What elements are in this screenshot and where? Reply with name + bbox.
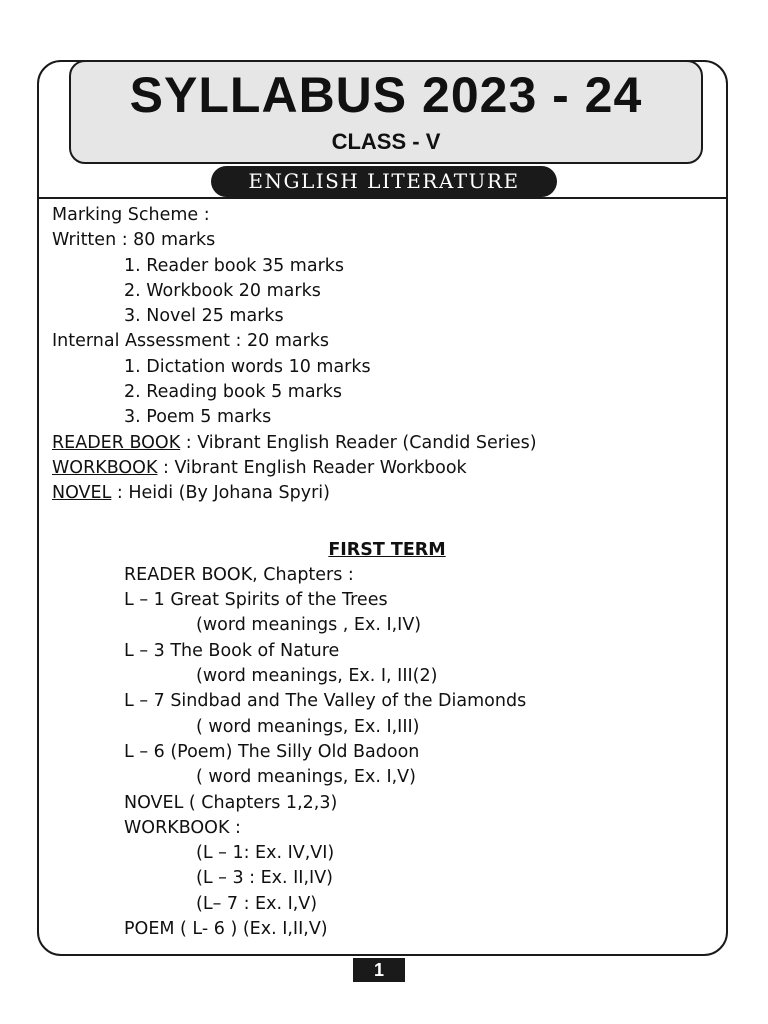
written-marks: Written : 80 marks xyxy=(52,230,216,251)
novel-chapters: NOVEL ( Chapters 1,2,3) xyxy=(124,792,338,813)
chapter-title: L – 7 Sindbad and The Valley of the Diamonds xyxy=(124,691,527,712)
page-title: SYLLABUS 2023 - 24 xyxy=(129,67,643,123)
workbook-text: : Vibrant English Reader Workbook xyxy=(157,457,467,478)
workbook-heading: WORKBOOK : xyxy=(124,817,241,838)
spacer xyxy=(52,507,722,538)
syllabus-content xyxy=(52,203,722,942)
list-item: 2. Reading book 5 marks xyxy=(124,382,342,403)
chapter-detail: ( word meanings, Ex. I,V) xyxy=(196,767,416,788)
chapter-title: L – 6 (Poem) The Silly Old Badoon xyxy=(124,741,420,762)
reader-chapters-heading: READER BOOK, Chapters : xyxy=(124,564,354,585)
chapter-detail: (word meanings , Ex. I,IV) xyxy=(196,615,422,636)
reader-book-text: : Vibrant English Reader (Candid Series) xyxy=(180,432,537,453)
novel-line xyxy=(52,481,722,506)
chapter-title: L – 3 The Book of Nature xyxy=(124,640,340,661)
reader-book-label: READER BOOK xyxy=(52,432,181,453)
workbook-item: (L – 3 : Ex. II,IV) xyxy=(196,868,333,889)
list-item: 1. Dictation words 10 marks xyxy=(124,356,371,377)
subject-badge: ENGLISH LITERATURE xyxy=(211,166,557,197)
first-term-heading: FIRST TERM xyxy=(328,539,446,560)
novel-label: NOVEL xyxy=(52,483,112,504)
header-divider xyxy=(37,197,728,199)
workbook-label: WORKBOOK xyxy=(52,457,158,478)
list-item: 3. Poem 5 marks xyxy=(124,407,272,428)
chapter-detail: (word meanings, Ex. I, III(2) xyxy=(196,666,438,687)
workbook-line xyxy=(52,456,722,481)
workbook-item: (L– 7 : Ex. I,V) xyxy=(196,893,318,914)
list-item: 2. Workbook 20 marks xyxy=(124,280,321,301)
marking-scheme-heading: Marking Scheme : xyxy=(52,205,210,225)
list-item: 1. Reader book 35 marks xyxy=(124,255,345,276)
internal-assessment: Internal Assessment : 20 marks xyxy=(52,331,330,352)
chapter-title: L – 1 Great Spirits of the Trees xyxy=(124,590,388,611)
class-label: CLASS - V xyxy=(331,129,441,154)
list-item: 3. Novel 25 marks xyxy=(124,306,284,327)
poem-line: POEM ( L- 6 ) (Ex. I,II,V) xyxy=(124,919,328,940)
chapter-detail: ( word meanings, Ex. I,III) xyxy=(196,716,420,737)
reader-book-line xyxy=(52,431,722,456)
page-number: 1 xyxy=(353,958,405,982)
workbook-item: (L – 1: Ex. IV,VI) xyxy=(196,843,335,864)
novel-text: : Heidi (By Johana Spyri) xyxy=(111,483,330,504)
